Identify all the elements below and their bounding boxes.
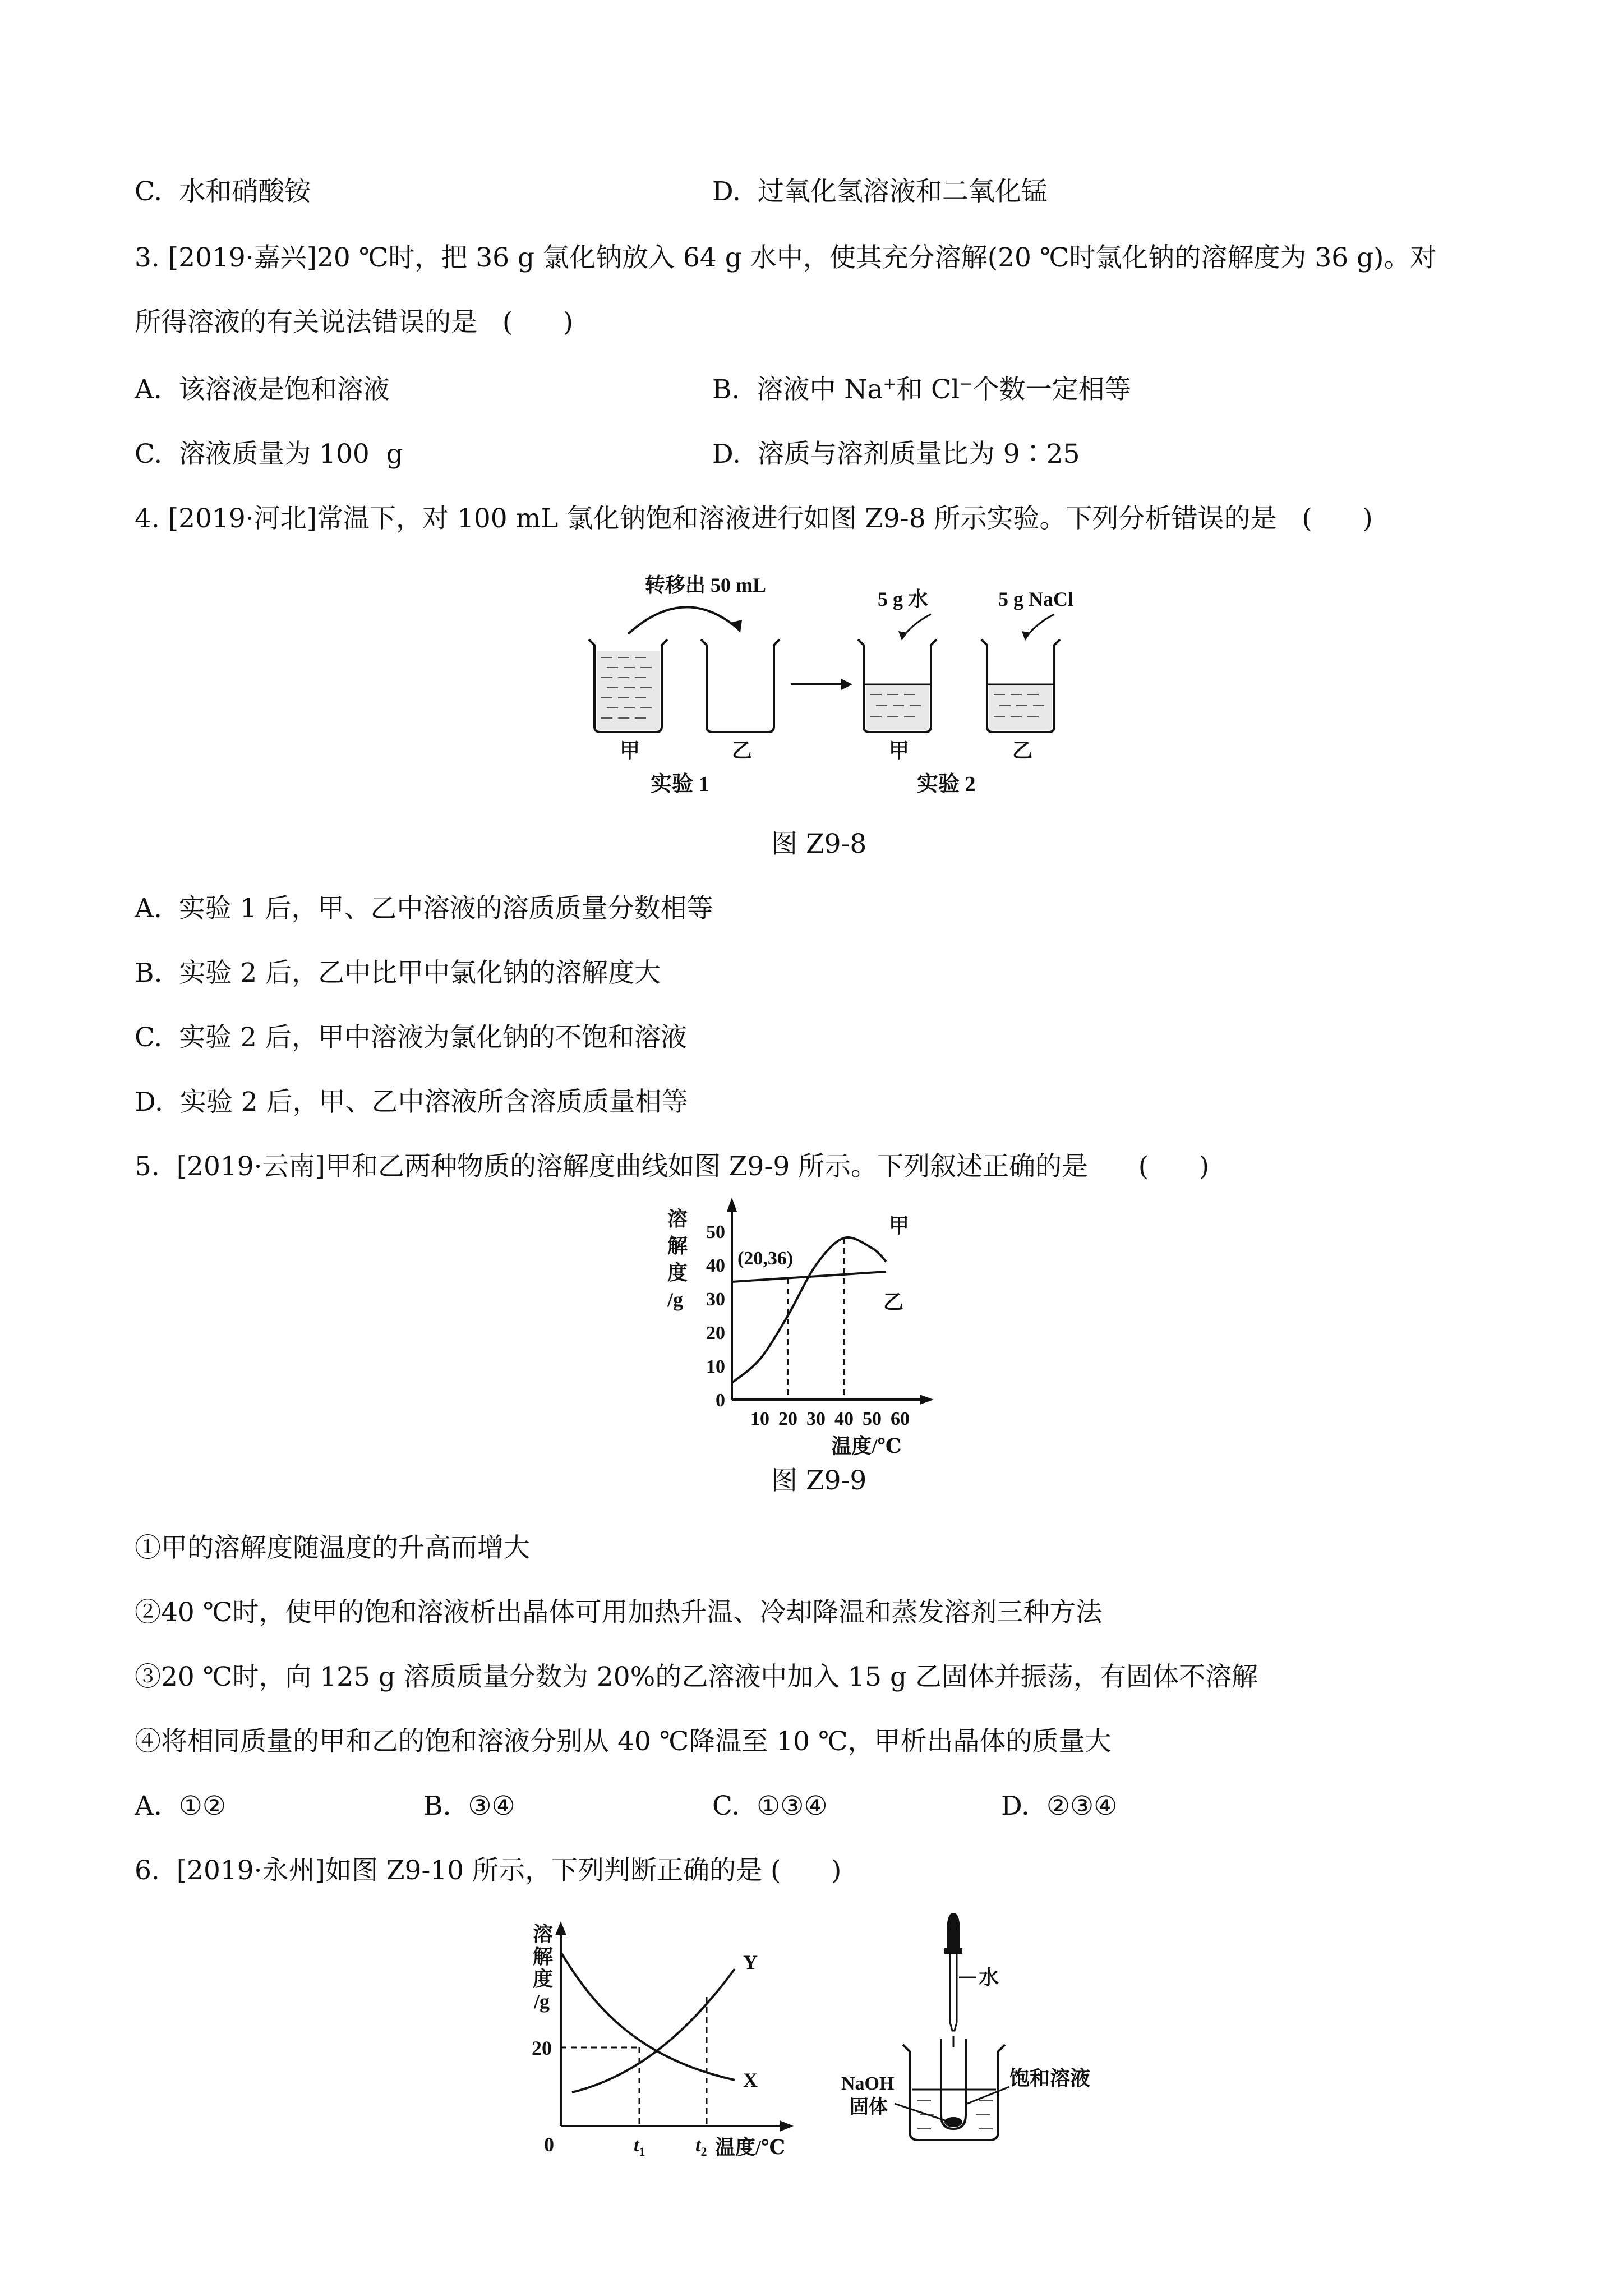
q4-option-d: D. 实验 2 后，甲、乙中溶液所含溶质质量相等 [135,1087,688,1117]
figure-z9-8 [572,567,1088,802]
y-axis-arrow [727,1198,737,1212]
x-tick-label: 20 [778,1409,797,1429]
naoh-solid [944,2117,962,2127]
x-tick-label: 30 [806,1409,826,1429]
water-label-apparatus: 水 [979,1966,999,1989]
y-tick-label: 30 [706,1289,725,1310]
curve-x [561,1952,735,2080]
x-tick-label: 40 [834,1409,854,1429]
naoh-label-1: NaOH [841,2073,895,2094]
q3-option-b-pre: B. 溶液中 Na [712,374,883,405]
beaker-yi-half [981,639,1060,732]
q5-option-b: B. ③④ [423,1791,515,1821]
water-arrow [903,614,931,637]
q3-stem-line2: 所得溶液的有关说法错误的是 ( ) [135,307,574,338]
y-axis-label-1: 溶 [533,1923,554,1945]
y-tick-label: 50 [706,1222,725,1243]
q5-option-d: D. ②③④ [1001,1791,1118,1821]
t2-label: $t_2$ [695,2135,707,2159]
y-tick-label: 40 [706,1255,725,1276]
q6-stem: 6. [2019·永州]如图 Z9-10 所示，下列判断正确的是 ( ) [135,1855,842,1886]
q5-statement-2: ②40 ℃时，使甲的饱和溶液析出晶体可用加热升温、冷却降温和蒸发溶剂三种方法 [135,1597,1103,1628]
beaker-yi-empty [701,639,780,732]
y-axis-label-part: 解 [667,1235,688,1257]
q3-stem-line1: 3. [2019·嘉兴]20 ℃时，把 36 g 氯化钠放入 64 g 水中，使其充分溶解(20 ℃时氯化钠的溶解度为 36 g)。对 [135,242,1437,273]
label-experiment-2: 实验 2 [917,772,976,796]
test-tube [941,2039,966,2129]
q4-option-b: B. 实验 2 后，乙中比甲中氯化钠的溶解度大 [135,958,661,988]
x-axis-label: 温度/℃ [715,2136,786,2159]
y-axis-label-part: /g [667,1289,684,1311]
saturated-solution-label: 饱和溶液 [1009,2067,1091,2090]
q4-option-a: A. 实验 1 后，甲、乙中溶液的溶质质量分数相等 [135,893,713,924]
curve-y-label: Y [743,1951,758,1973]
q4-stem: 4. [2019·河北]常温下，对 100 mL 氯化钠饱和溶液进行如图 Z9-8 所示实验。下列分析错误的是 ( ) [135,503,1373,534]
sodium-charge: + [883,374,897,393]
y-axis-label-part: 溶 [667,1208,688,1230]
x-tick-label: 10 [750,1409,769,1429]
q2-option-d: D. 过氧化氢溶液和二氧化锰 [712,176,1048,207]
series-label-jia: 甲 [889,1214,910,1237]
q3-option-a: A. 该溶液是饱和溶液 [135,374,390,405]
t1-label: $t_1$ [634,2135,645,2159]
figure-z9-10-apparatus [841,1910,1133,2157]
y-tick-20: 20 [532,2037,552,2059]
q3-option-b-mid: 和 Cl [896,374,960,405]
q5-statement-3: ③20 ℃时，向 125 g 溶质质量分数为 20%的乙溶液中加入 15 g 乙固体并振荡，有固体不溶解 [135,1662,1258,1692]
beaker-jia-half [858,639,937,732]
q3-option-b [712,373,1131,407]
label-jia-1: 甲 [620,739,640,762]
dropper-bulb [947,1913,960,1949]
y-axis-label-part: 度 [667,1262,688,1284]
curve-x-label: X [743,2069,758,2091]
q5-stem: 5. [2019·云南]甲和乙两种物质的溶解度曲线如图 Z9-9 所示。下列叙述正确的是 ( ) [135,1151,1210,1182]
x-tick-label: 60 [891,1409,910,1429]
y-axis-label-3: 度 [533,1968,554,1990]
q5-option-c: C. ①③④ [712,1791,828,1821]
q3-option-c: C. 溶液质量为 100 g [135,439,403,470]
nacl-arrow [1026,614,1054,637]
x-axis-arrow [920,1395,934,1405]
q2-option-c: C. 水和硝酸铵 [135,176,311,207]
label-yi-1: 乙 [732,739,753,762]
y-tick-label: 0 [716,1390,725,1411]
series-line-乙 [732,1272,886,1282]
solubility-chart-z9-9 [659,1203,984,1457]
y-axis-label-2: 解 [533,1945,554,1968]
q3-option-d: D. 溶质与溶剂质量比为 9∶25 [712,439,1080,470]
figure-z9-10-solubility-chart [527,1913,819,2165]
y-axis-label-4: /g [534,1990,550,2013]
naoh-label-2: 固体 [850,2097,888,2118]
q4-option-c: C. 实验 2 后，甲中溶液为氯化钠的不饱和溶液 [135,1022,687,1053]
label-yi-2: 乙 [1012,739,1033,762]
figure-z9-9-caption: 图 Z9-9 [771,1465,867,1496]
label-experiment-1: 实验 1 [651,772,709,796]
origin-label: 0 [544,2133,554,2156]
y-tick-label: 20 [706,1323,725,1343]
dropper-tube [950,1954,957,2031]
q3-option-b-post: 个数一定相等 [972,374,1131,405]
q5-option-a: A. ①② [135,1791,227,1821]
y-tick-label: 10 [706,1356,725,1377]
transfer-arrow [628,607,737,634]
transfer-label: 转移出 50 mL [645,574,767,596]
annotation-20-36: (20,36) [737,1248,794,1269]
chloride-charge: − [960,374,973,393]
nacl-label: 5 g NaCl [998,588,1073,610]
figure-z9-8-caption: 图 Z9-8 [771,829,867,859]
beaker-jia-full [589,639,667,732]
label-jia-2: 甲 [889,739,910,762]
q5-statement-1: ①甲的溶解度随温度的升高而增大 [135,1533,530,1563]
x-tick-label: 50 [863,1409,882,1429]
series-label-yi: 乙 [883,1291,904,1313]
q5-statement-4: ④将相同质量的甲和乙的饱和溶液分别从 40 ℃降温至 10 ℃，甲析出晶体的质量大 [135,1726,1112,1757]
water-label: 5 g 水 [878,588,929,610]
x-axis-label: 温度/℃ [831,1435,902,1457]
